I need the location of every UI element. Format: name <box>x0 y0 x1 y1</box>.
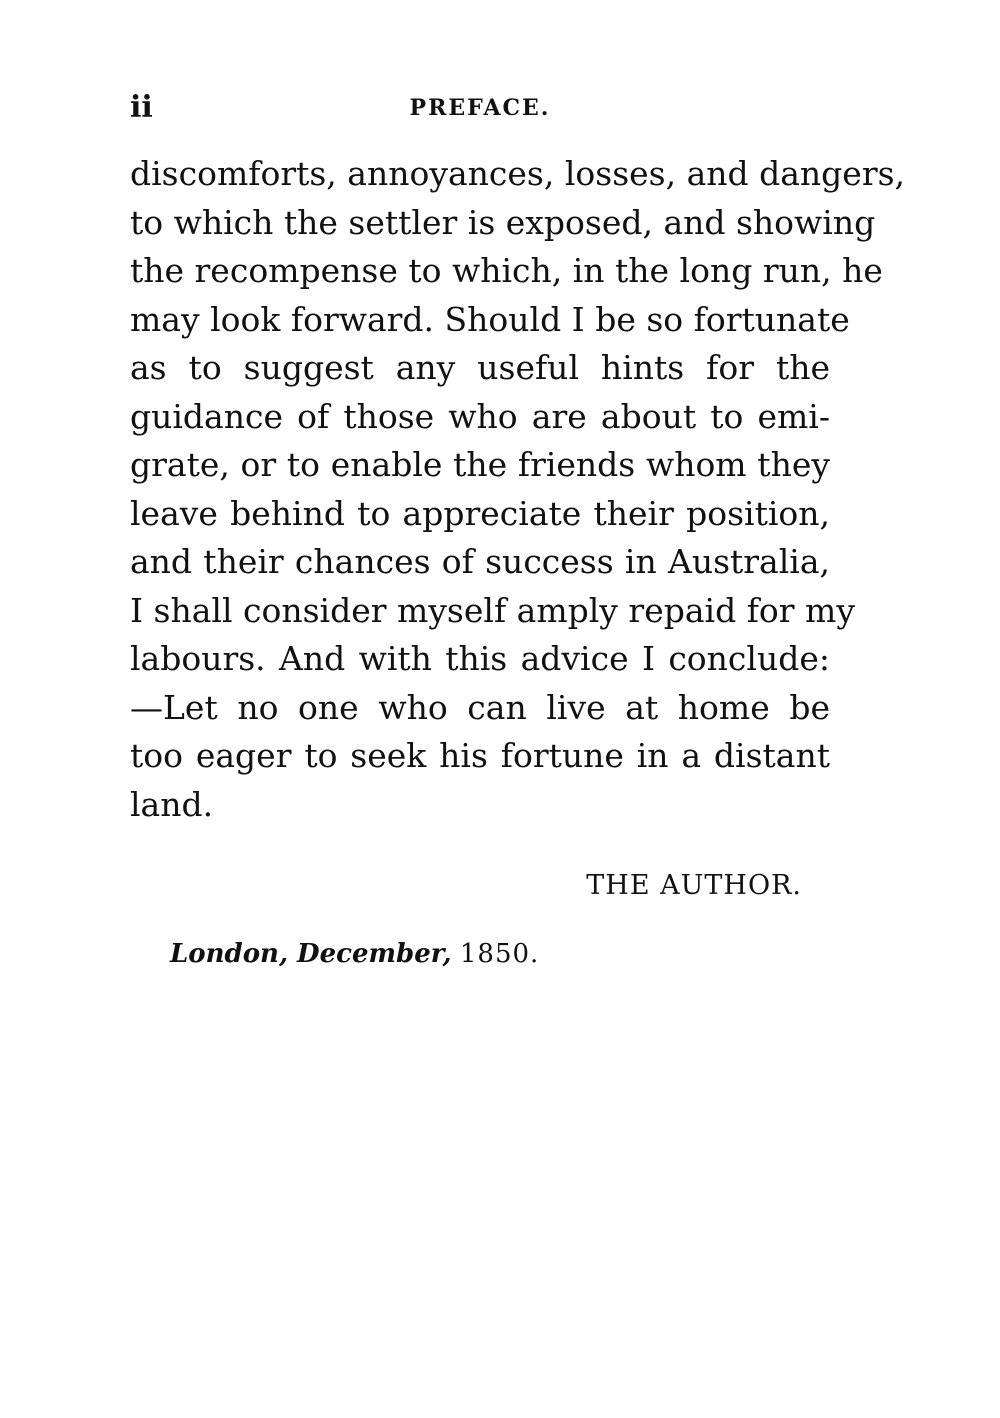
text-line: may look forward. Should I be so fortunate <box>130 299 850 339</box>
dateline-year: 1850. <box>459 939 540 969</box>
text-line: and their chances of success in Australia, <box>130 542 830 581</box>
text-line: —Let no one who can live at home be <box>130 687 830 727</box>
text-line: too eager to seek his fortune in a distant <box>130 736 830 775</box>
running-head-title: PREFACE. <box>409 95 551 121</box>
text-line: discomforts, annoyances, losses, and dangers, <box>130 154 906 193</box>
author-signature: THE AUTHOR. <box>586 870 802 901</box>
running-head <box>130 88 830 128</box>
dateline-place: London, December, <box>170 939 452 969</box>
text-line: to which the settler is exposed, and showing <box>130 202 876 242</box>
dateline <box>170 934 539 974</box>
text-line: I shall consider myself amply repaid for my <box>130 590 855 630</box>
text-line: labours. And with this advice I conclude: <box>130 639 830 678</box>
text-line: grate, or to enable the friends whom they <box>130 445 830 484</box>
text-line: the recompense to which, in the long run, he <box>130 251 883 290</box>
preface-body-text <box>130 150 906 829</box>
text-line: guidance of those who are about to emi- <box>130 396 830 436</box>
page-number: ii <box>130 90 153 125</box>
text-line: leave behind to appreciate their position, <box>130 493 830 533</box>
text-line-last: land. <box>130 784 214 824</box>
text-line: as to suggest any useful hints for the <box>130 348 830 387</box>
